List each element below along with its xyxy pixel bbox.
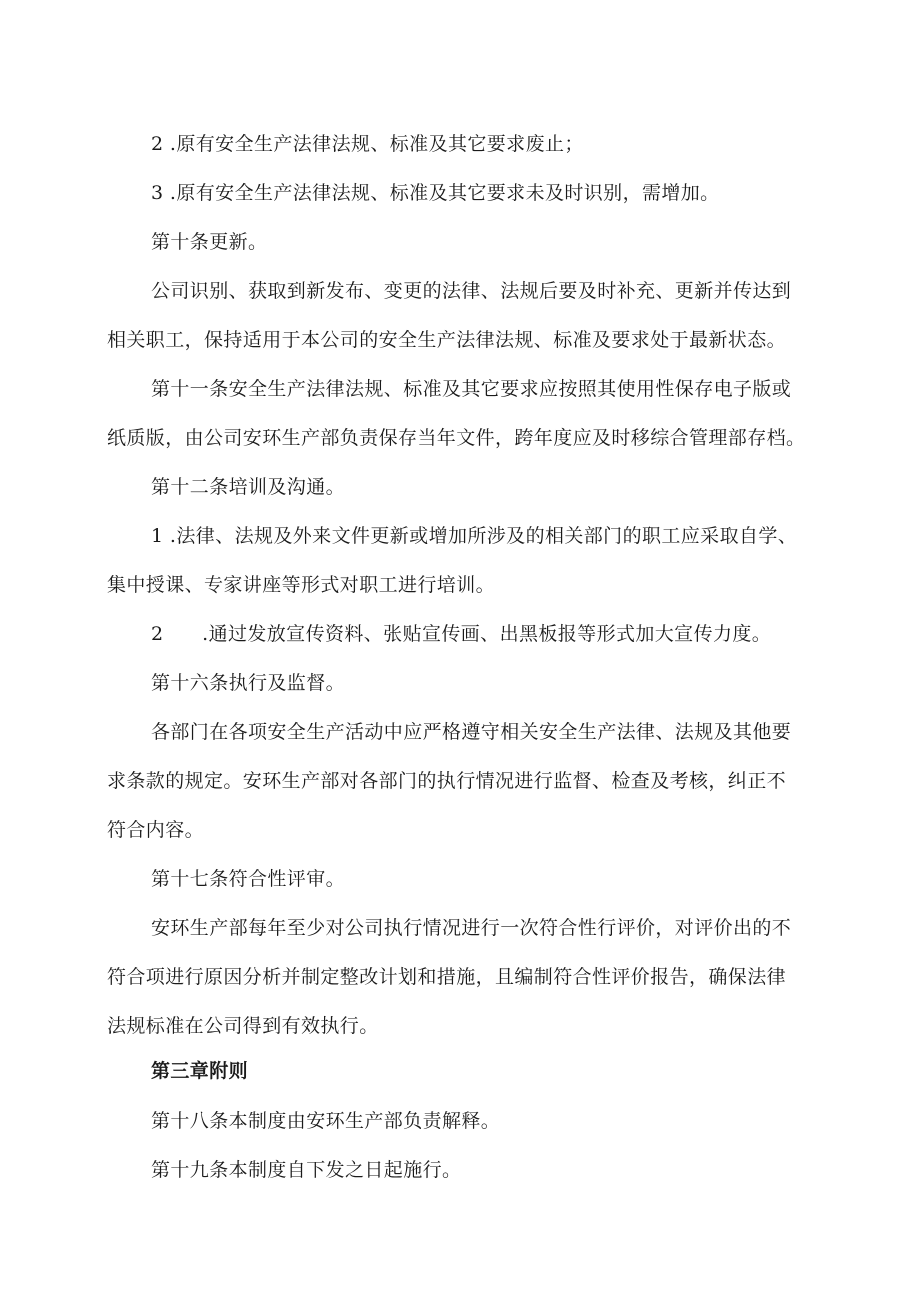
text-line: 第十一条安全生产法律法规、标准及其它要求应按照其使用性保存电子版或 xyxy=(151,378,792,400)
text-line: 法规标准在公司得到有效执行。 xyxy=(107,1015,379,1037)
text-line: 符合项进行原因分析并制定整改计划和措施，且编制符合性评价报告，确保法律 xyxy=(107,966,787,988)
text-line: 相关职工，保持适用于本公司的安全生产法律法规、标准及要求处于最新状态。 xyxy=(107,329,787,351)
text-line: 符合内容。 xyxy=(107,819,205,841)
text-line: 公司识别、获取到新发布、变更的法律、法规后要及时补充、更新并传达到 xyxy=(151,280,792,302)
text-line: 各部门在各项安全生产活动中应严格遵守相关安全生产法律、法规及其他要 xyxy=(151,721,792,743)
text-line: 第十二条培训及沟通。 xyxy=(151,476,346,498)
text-line: 2 .通过发放宣传资料、张贴宣传画、出黑板报等形式加大宣传力度。 xyxy=(151,623,772,645)
text-line: 第十八条本制度由安环生产部负责解释。 xyxy=(151,1110,501,1132)
text-line: 第十条更新。 xyxy=(151,231,268,253)
text-line: 第十六条执行及监督。 xyxy=(151,672,346,694)
text-line: 纸质版，由公司安环生产部负责保存当年文件，跨年度应及时移综合管理部存档。 xyxy=(107,427,806,449)
text-line: 集中授课、专家讲座等形式对职工进行培训。 xyxy=(107,574,496,596)
text-line: 3 .原有安全生产法律法规、标准及其它要求未及时识别，需增加。 xyxy=(151,182,720,204)
text-line: 安环生产部每年至少对公司执行情况进行一次符合性行评价，对评价出的不 xyxy=(151,917,792,939)
text-line: 求条款的规定。安环生产部对各部门的执行情况进行监督、检查及考核，纠正不 xyxy=(107,770,787,792)
text-line: 第十七条符合性评审。 xyxy=(151,868,346,890)
chapter-heading: 第三章附则 xyxy=(151,1060,249,1082)
text-line: 1 .法律、法规及外来文件更新或增加所涉及的相关部门的职工应采取自学、 xyxy=(151,525,798,547)
text-line: 2 .原有安全生产法律法规、标准及其它要求废止； xyxy=(151,133,584,155)
text-line: 第十九条本制度自下发之日起施行。 xyxy=(151,1159,462,1181)
